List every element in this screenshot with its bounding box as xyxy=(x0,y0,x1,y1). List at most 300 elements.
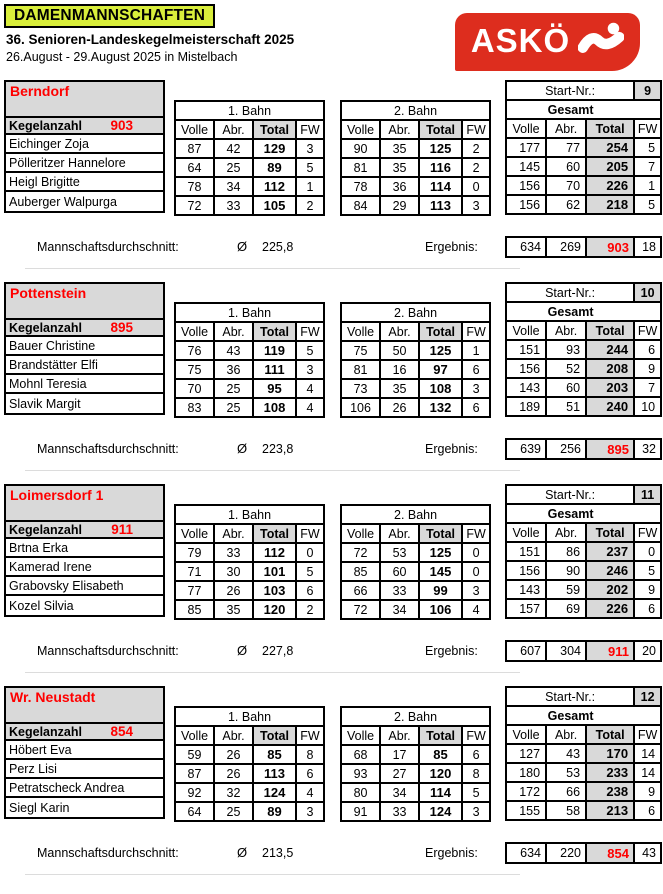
score-cell: 72 xyxy=(341,600,380,619)
score-cell: 70 xyxy=(175,379,214,398)
ergebnis-fw: 20 xyxy=(634,641,661,661)
score-cell: 16 xyxy=(380,360,419,379)
score-cell: 43 xyxy=(546,744,586,763)
team-block-row xyxy=(0,686,663,822)
score-cell: 6 xyxy=(634,801,661,820)
average-value: 227,8 xyxy=(262,644,294,658)
team-name: Pottenstein xyxy=(6,284,163,320)
table-row xyxy=(506,542,661,561)
score-cell: 77 xyxy=(546,138,586,157)
score-cell-total: 145 xyxy=(419,562,462,581)
table-row xyxy=(506,801,661,820)
column-header-abr: Abr. xyxy=(546,523,586,542)
score-cell-total: 85 xyxy=(253,745,296,764)
table-row xyxy=(506,237,661,257)
table-row xyxy=(341,562,490,581)
score-cell-total: 108 xyxy=(419,379,462,398)
player-name: Eichinger Zoja xyxy=(6,135,163,154)
score-cell-total: 125 xyxy=(419,341,462,360)
score-cell: 53 xyxy=(380,543,419,562)
table-row xyxy=(175,764,324,783)
score-cell-total: 119 xyxy=(253,341,296,360)
column-header-fw: FW xyxy=(634,321,661,340)
team-box xyxy=(4,80,165,213)
score-cell: 75 xyxy=(175,360,214,379)
score-cell: 180 xyxy=(506,763,546,782)
score-cell: 25 xyxy=(214,802,253,821)
score-cell-total: 99 xyxy=(419,581,462,600)
start-nr-value: 12 xyxy=(634,687,661,706)
score-cell: 92 xyxy=(175,783,214,802)
column-header-total: Total xyxy=(586,725,634,744)
score-cell: 0 xyxy=(462,177,490,196)
score-cell: 35 xyxy=(380,139,419,158)
score-cell: 9 xyxy=(634,359,661,378)
score-cell: 33 xyxy=(380,581,419,600)
score-cell-total: 205 xyxy=(586,157,634,176)
score-cell: 32 xyxy=(214,783,253,802)
column-header-volle: Volle xyxy=(506,523,546,542)
average-symbol: Ø xyxy=(237,441,248,456)
score-cell: 25 xyxy=(214,158,253,177)
score-cell-total: 112 xyxy=(253,543,296,562)
score-cell: 53 xyxy=(546,763,586,782)
section-divider xyxy=(25,470,520,471)
score-cell: 156 xyxy=(506,195,546,214)
score-cell: 43 xyxy=(214,341,253,360)
column-header-total: Total xyxy=(586,119,634,138)
score-cell: 17 xyxy=(380,745,419,764)
average-label: Mannschaftsdurchschnitt: xyxy=(37,644,179,658)
kegelanzahl-value: 911 xyxy=(111,522,133,537)
team-block-row xyxy=(0,80,663,216)
score-cell-total: 208 xyxy=(586,359,634,378)
team-section xyxy=(0,282,663,471)
ergebnis-label: Ergebnis: xyxy=(425,846,478,860)
score-cell: 36 xyxy=(380,177,419,196)
score-cell: 5 xyxy=(462,783,490,802)
score-cell: 60 xyxy=(546,157,586,176)
score-cell: 25 xyxy=(214,398,253,417)
column-header-abr: Abr. xyxy=(546,321,586,340)
score-cell: 5 xyxy=(634,561,661,580)
score-cell-total: 237 xyxy=(586,542,634,561)
team-summary-row xyxy=(0,842,663,866)
team-box xyxy=(4,686,165,819)
score-cell: 156 xyxy=(506,359,546,378)
score-cell-total: 85 xyxy=(419,745,462,764)
score-cell: 5 xyxy=(296,158,324,177)
table-row xyxy=(506,763,661,782)
score-cell: 6 xyxy=(634,340,661,359)
score-cell: 172 xyxy=(506,782,546,801)
player-name: Auberger Walpurga xyxy=(9,194,117,209)
ergebnis-fw: 32 xyxy=(634,439,661,459)
table-row xyxy=(341,783,490,802)
column-header-abr: Abr. xyxy=(214,524,253,543)
score-cell: 1 xyxy=(296,177,324,196)
column-header-volle: Volle xyxy=(506,725,546,744)
score-cell: 9 xyxy=(634,580,661,599)
score-cell: 0 xyxy=(296,543,324,562)
table-row xyxy=(506,782,661,801)
score-cell: 6 xyxy=(462,398,490,417)
ergebnis-table xyxy=(505,236,662,258)
table-row xyxy=(341,341,490,360)
column-header-total: Total xyxy=(253,322,296,341)
column-header-total: Total xyxy=(419,726,462,745)
score-cell: 75 xyxy=(341,341,380,360)
column-header-abr: Abr. xyxy=(214,322,253,341)
score-cell: 60 xyxy=(380,562,419,581)
ergebnis-label: Ergebnis: xyxy=(425,240,478,254)
ergebnis-label: Ergebnis: xyxy=(425,644,478,658)
player-name: Grabovsky Elisabeth xyxy=(6,577,163,596)
average-label: Mannschaftsdurchschnitt: xyxy=(37,240,179,254)
column-header-fw: FW xyxy=(462,524,490,543)
table-row xyxy=(506,599,661,618)
score-cell-total: 113 xyxy=(419,196,462,215)
column-header-fw: FW xyxy=(296,322,324,341)
score-cell: 50 xyxy=(380,341,419,360)
score-cell: 157 xyxy=(506,599,546,618)
gesamt-title: Gesamt xyxy=(506,504,661,523)
team-box xyxy=(4,484,165,617)
table-row xyxy=(341,158,490,177)
score-cell: 90 xyxy=(546,561,586,580)
lane2-table xyxy=(340,706,491,822)
score-cell-total: 101 xyxy=(253,562,296,581)
column-header-abr: Abr. xyxy=(546,119,586,138)
table-row xyxy=(175,196,324,215)
table-row xyxy=(506,641,661,661)
lane1-title: 1. Bahn xyxy=(175,505,324,524)
average-value: 213,5 xyxy=(262,846,294,860)
score-cell: 3 xyxy=(462,581,490,600)
score-cell: 85 xyxy=(341,562,380,581)
table-row xyxy=(506,378,661,397)
score-cell: 81 xyxy=(341,158,380,177)
gesamt-table xyxy=(505,484,662,619)
score-cell-total: 129 xyxy=(253,139,296,158)
score-cell: 66 xyxy=(341,581,380,600)
ergebnis-volle: 634 xyxy=(506,843,546,863)
score-cell: 106 xyxy=(341,398,380,417)
score-cell: 30 xyxy=(214,562,253,581)
score-cell-total: 240 xyxy=(586,397,634,416)
score-cell: 0 xyxy=(634,542,661,561)
table-row xyxy=(175,341,324,360)
askoe-logo xyxy=(455,13,640,71)
score-cell: 59 xyxy=(175,745,214,764)
ergebnis-abr: 269 xyxy=(546,237,586,257)
score-cell-total: 111 xyxy=(253,360,296,379)
score-cell: 4 xyxy=(296,398,324,417)
ergebnis-table xyxy=(505,842,662,864)
score-cell-total: 132 xyxy=(419,398,462,417)
score-cell-total: 114 xyxy=(419,177,462,196)
lane2-table xyxy=(340,504,491,620)
column-header-fw: FW xyxy=(296,120,324,139)
table-row xyxy=(175,783,324,802)
player-name: Bauer Christine xyxy=(6,337,163,356)
column-header-volle: Volle xyxy=(341,726,380,745)
score-cell: 6 xyxy=(634,599,661,618)
event-subtitle: 36. Senioren-Landeskegelmeisterschaft 2025 xyxy=(6,32,295,47)
teams-container xyxy=(0,80,663,875)
score-cell: 52 xyxy=(546,359,586,378)
ergebnis-fw: 43 xyxy=(634,843,661,863)
score-cell-total: 108 xyxy=(253,398,296,417)
start-nr-label: Start-Nr.: xyxy=(506,283,634,302)
column-header-fw: FW xyxy=(462,322,490,341)
column-header-abr: Abr. xyxy=(214,726,253,745)
score-cell: 93 xyxy=(546,340,586,359)
player-name: Mohnl Teresia xyxy=(6,375,163,394)
team-name: Loimersdorf 1 xyxy=(6,486,163,522)
gesamt-title: Gesamt xyxy=(506,100,661,119)
average-symbol: Ø xyxy=(237,239,248,254)
column-header-fw: FW xyxy=(634,725,661,744)
table-row xyxy=(341,802,490,821)
start-nr-value: 11 xyxy=(634,485,661,504)
team-block-row xyxy=(0,484,663,620)
column-header-total: Total xyxy=(419,120,462,139)
score-cell: 4 xyxy=(462,600,490,619)
score-cell-total: 97 xyxy=(419,360,462,379)
score-cell: 5 xyxy=(296,562,324,581)
column-header-abr: Abr. xyxy=(214,120,253,139)
score-cell-total: 246 xyxy=(586,561,634,580)
ergebnis-fw: 18 xyxy=(634,237,661,257)
start-nr-value: 10 xyxy=(634,283,661,302)
table-row xyxy=(506,580,661,599)
player-name: Höbert Eva xyxy=(6,741,163,760)
score-cell: 71 xyxy=(175,562,214,581)
score-cell-total: 113 xyxy=(253,764,296,783)
ergebnis-volle: 634 xyxy=(506,237,546,257)
column-header-fw: FW xyxy=(296,726,324,745)
score-cell: 10 xyxy=(634,397,661,416)
column-header-volle: Volle xyxy=(175,726,214,745)
player-name: Siegl Karin xyxy=(9,800,70,815)
player-name: Kozel Silvia xyxy=(9,598,74,613)
score-cell: 3 xyxy=(462,196,490,215)
player-name: Brandstätter Elfi xyxy=(6,356,163,375)
score-cell-total: 233 xyxy=(586,763,634,782)
column-header-abr: Abr. xyxy=(380,322,419,341)
team-summary-row xyxy=(0,438,663,462)
score-cell-total: 124 xyxy=(419,802,462,821)
lane1-table xyxy=(174,100,325,216)
lane2-title: 2. Bahn xyxy=(341,505,490,524)
table-row xyxy=(506,157,661,176)
score-cell: 151 xyxy=(506,542,546,561)
score-cell: 69 xyxy=(546,599,586,618)
score-cell-total: 203 xyxy=(586,378,634,397)
column-header-total: Total xyxy=(419,524,462,543)
table-row xyxy=(175,177,324,196)
table-row xyxy=(506,744,661,763)
gesamt-title: Gesamt xyxy=(506,302,661,321)
table-row xyxy=(506,138,661,157)
score-cell: 42 xyxy=(214,139,253,158)
score-cell: 60 xyxy=(546,378,586,397)
kegelanzahl-value: 895 xyxy=(110,320,133,335)
table-row xyxy=(175,543,324,562)
column-header-abr: Abr. xyxy=(380,120,419,139)
score-cell: 79 xyxy=(175,543,214,562)
team-name: Berndorf xyxy=(6,82,163,118)
score-cell: 8 xyxy=(462,764,490,783)
score-cell: 155 xyxy=(506,801,546,820)
kegelanzahl-row xyxy=(6,522,163,539)
score-cell: 86 xyxy=(546,542,586,561)
score-cell: 68 xyxy=(341,745,380,764)
kegelanzahl-label: Kegelanzahl xyxy=(9,118,82,133)
score-cell: 145 xyxy=(506,157,546,176)
score-cell: 78 xyxy=(341,177,380,196)
score-cell: 2 xyxy=(296,196,324,215)
score-cell: 64 xyxy=(175,158,214,177)
score-cell: 72 xyxy=(341,543,380,562)
average-value: 223,8 xyxy=(262,442,294,456)
score-cell-total: 105 xyxy=(253,196,296,215)
table-row xyxy=(341,764,490,783)
score-cell: 33 xyxy=(214,543,253,562)
score-cell: 26 xyxy=(214,581,253,600)
player-name: Petratscheck Andrea xyxy=(6,779,163,798)
score-cell: 36 xyxy=(214,360,253,379)
score-cell: 6 xyxy=(462,360,490,379)
score-cell: 64 xyxy=(175,802,214,821)
player-name: Pölleritzer Hannelore xyxy=(6,154,163,173)
gesamt-title: Gesamt xyxy=(506,706,661,725)
score-cell: 72 xyxy=(175,196,214,215)
score-cell: 6 xyxy=(462,745,490,764)
ergebnis-total: 895 xyxy=(586,439,634,459)
ergebnis-total: 903 xyxy=(586,237,634,257)
ergebnis-table xyxy=(505,438,662,460)
score-cell: 26 xyxy=(214,745,253,764)
score-cell: 3 xyxy=(296,139,324,158)
average-symbol: Ø xyxy=(237,643,248,658)
lane1-table xyxy=(174,302,325,418)
score-cell: 0 xyxy=(462,562,490,581)
kegelanzahl-label: Kegelanzahl xyxy=(9,724,82,739)
column-header-fw: FW xyxy=(462,120,490,139)
lane1-table xyxy=(174,706,325,822)
askoe-logo-text: ASKÖ xyxy=(470,21,571,59)
score-cell: 51 xyxy=(546,397,586,416)
score-cell-total: 202 xyxy=(586,580,634,599)
section-divider xyxy=(25,672,520,673)
score-cell-total: 125 xyxy=(419,543,462,562)
team-section xyxy=(0,686,663,875)
table-row xyxy=(175,802,324,821)
score-cell-total: 254 xyxy=(586,138,634,157)
score-cell: 5 xyxy=(296,341,324,360)
ergebnis-total: 854 xyxy=(586,843,634,863)
ergebnis-volle: 639 xyxy=(506,439,546,459)
player-name: Kamerad Irene xyxy=(6,558,163,577)
start-nr-value: 9 xyxy=(634,81,661,100)
score-cell-total: 114 xyxy=(419,783,462,802)
column-header-fw: FW xyxy=(296,524,324,543)
score-cell: 1 xyxy=(634,176,661,195)
score-cell-total: 120 xyxy=(253,600,296,619)
score-cell: 77 xyxy=(175,581,214,600)
table-row xyxy=(341,581,490,600)
table-row xyxy=(341,543,490,562)
table-row xyxy=(506,195,661,214)
column-header-volle: Volle xyxy=(341,120,380,139)
table-row xyxy=(175,379,324,398)
gesamt-table xyxy=(505,686,662,821)
score-cell: 143 xyxy=(506,580,546,599)
section-divider xyxy=(25,268,520,269)
start-nr-label: Start-Nr.: xyxy=(506,687,634,706)
column-header-abr: Abr. xyxy=(546,725,586,744)
average-label: Mannschaftsdurchschnitt: xyxy=(37,442,179,456)
score-cell: 0 xyxy=(462,543,490,562)
score-cell-total: 116 xyxy=(419,158,462,177)
start-nr-label: Start-Nr.: xyxy=(506,485,634,504)
ergebnis-abr: 220 xyxy=(546,843,586,863)
score-cell: 87 xyxy=(175,764,214,783)
score-cell-total: 95 xyxy=(253,379,296,398)
score-cell: 93 xyxy=(341,764,380,783)
lane1-title: 1. Bahn xyxy=(175,707,324,726)
average-value: 225,8 xyxy=(262,240,294,254)
score-cell-total: 244 xyxy=(586,340,634,359)
column-header-total: Total xyxy=(419,322,462,341)
score-cell: 83 xyxy=(175,398,214,417)
table-row xyxy=(506,340,661,359)
score-cell: 62 xyxy=(546,195,586,214)
score-cell: 9 xyxy=(634,782,661,801)
table-row xyxy=(506,176,661,195)
score-cell: 177 xyxy=(506,138,546,157)
table-row xyxy=(341,360,490,379)
ergebnis-table xyxy=(505,640,662,662)
table-row xyxy=(341,177,490,196)
team-section xyxy=(0,484,663,673)
score-cell: 34 xyxy=(380,783,419,802)
team-summary-row xyxy=(0,640,663,664)
ergebnis-volle: 607 xyxy=(506,641,546,661)
table-row xyxy=(506,359,661,378)
team-box xyxy=(4,282,165,415)
score-cell: 7 xyxy=(634,378,661,397)
score-cell: 2 xyxy=(462,139,490,158)
column-header-fw: FW xyxy=(634,523,661,542)
team-section xyxy=(0,80,663,269)
gesamt-table xyxy=(505,80,662,215)
column-header-total: Total xyxy=(586,523,634,542)
lane2-title: 2. Bahn xyxy=(341,303,490,322)
score-cell: 26 xyxy=(380,398,419,417)
lane1-table xyxy=(174,504,325,620)
score-cell: 58 xyxy=(546,801,586,820)
table-row xyxy=(341,139,490,158)
section-divider xyxy=(25,874,520,875)
score-cell: 90 xyxy=(341,139,380,158)
score-cell: 6 xyxy=(296,581,324,600)
column-header-volle: Volle xyxy=(506,321,546,340)
score-cell-total: 238 xyxy=(586,782,634,801)
score-cell: 25 xyxy=(214,379,253,398)
